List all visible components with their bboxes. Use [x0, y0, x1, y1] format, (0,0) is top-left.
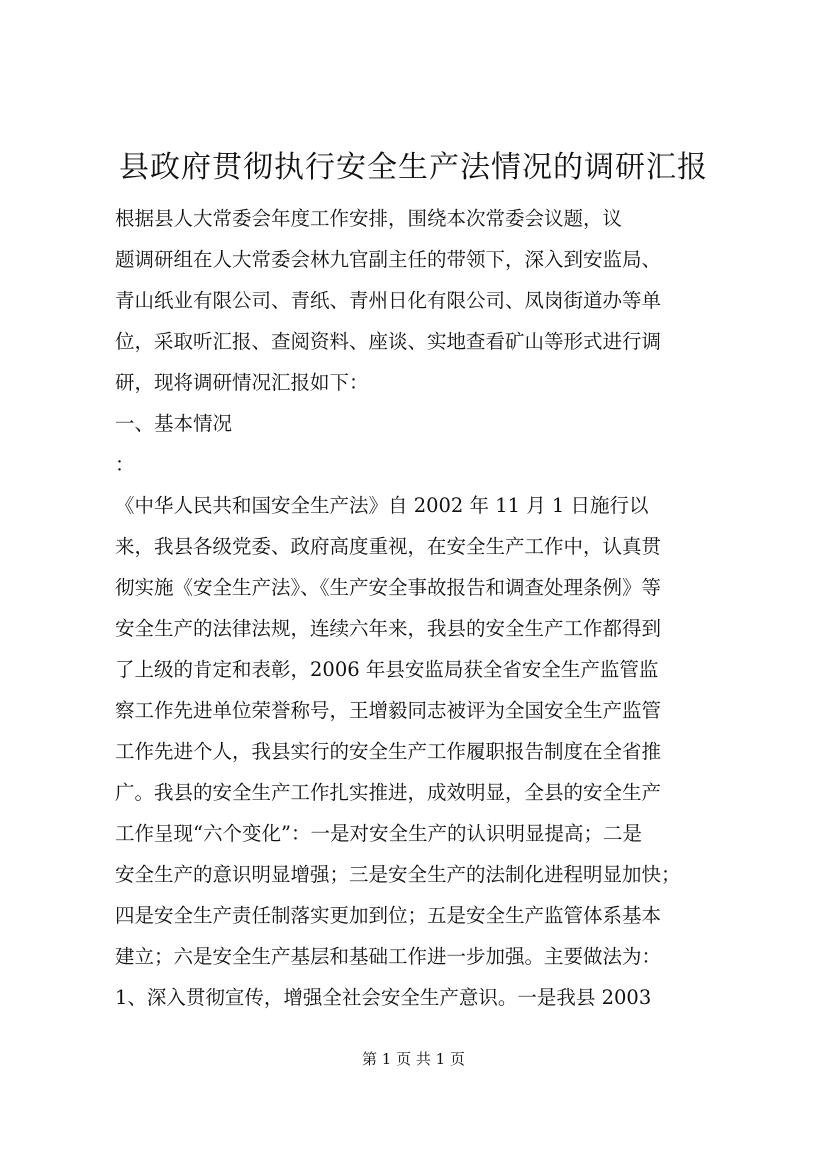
body-line: 了上级的肯定和表彰，2006 年县安监局获全省安全生产监管监: [115, 658, 659, 681]
body-line: 根据县人大常委会年度工作安排，围绕本次常委会议题，议: [115, 207, 623, 230]
body-line: 广。我县的安全生产工作扎实推进，成效明显，全县的安全生产: [115, 781, 662, 804]
body-line: 《中华人民共和国安全生产法》自 2002 年 11 月 1 日施行以: [115, 494, 649, 517]
body-line: 察工作先进单位荣誉称号，王增毅同志被评为全国安全生产监管: [115, 699, 662, 722]
section-heading: 一、基本情况: [115, 412, 233, 435]
body-line: 青山纸业有限公司、青纸、青州日化有限公司、凤岗街道办等单: [115, 289, 662, 312]
body-line: 安全生产的法律法规，连续六年来，我县的安全生产工作都得到: [115, 617, 662, 640]
body-line: 安全生产的意识明显增强；三是安全生产的法制化进程明显加快；: [115, 863, 681, 886]
body-line: 来，我县各级党委、政府高度重视，在安全生产工作中，认真贯: [115, 535, 662, 558]
document-body: [115, 198, 745, 1018]
body-line: 工作呈现“六个变化”：一是对安全生产的认识明显提高；二是: [115, 822, 642, 845]
body-line: 题调研组在人大常委会林九官副主任的带领下，深入到安监局、: [115, 248, 662, 271]
body-line: 彻实施《安全生产法》、《生产安全事故报告和调查处理条例》等: [115, 576, 662, 599]
body-line: 工作先进个人，我县实行的安全生产工作履职报告制度在全省推: [115, 740, 662, 763]
body-line: 研，现将调研情况汇报如下：: [115, 371, 369, 394]
page-footer: 第 1 页 共 1 页: [362, 1050, 465, 1068]
body-line: 位，采取听汇报、查阅资料、座谈、实地查看矿山等形式进行调: [115, 330, 662, 353]
body-line: ：: [115, 453, 135, 476]
body-line: 建立；六是安全生产基层和基础工作进一步加强。主要做法为：: [115, 945, 662, 968]
body-line: 1、深入贯彻宣传，增强全社会安全生产意识。一是我县 2003: [115, 986, 652, 1009]
body-line: 四是安全生产责任制落实更加到位；五是安全生产监管体系基本: [115, 904, 662, 927]
document-title: 县政府贯彻执行安全生产法情况的调研汇报: [119, 150, 708, 185]
